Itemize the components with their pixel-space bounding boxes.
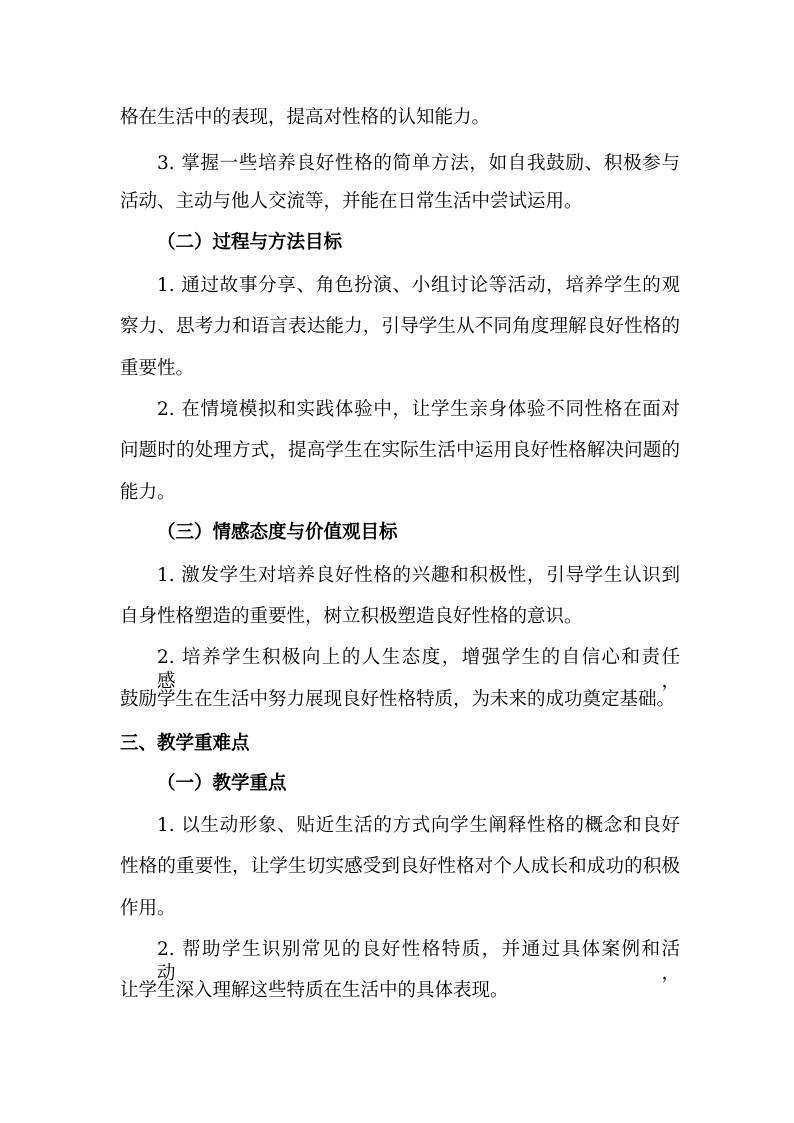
key-point-1-line-1: 1. 以生动形象、贴近生活的方式向学生阐释性格的概念和良好 (157, 815, 680, 836)
section-heading-emotion-values: （三）情感态度与价值观目标 (157, 522, 398, 543)
key-point-2-line-2: 让学生深入理解这些特质在生活中的具体表现。 (120, 980, 509, 1001)
emotion-goal-2-line-1: 2. 培养学生积极向上的人生态度，增强学生的自信心和责任感， (157, 647, 680, 692)
emotion-goal-1-line-2: 自身性格塑造的重要性，树立积极塑造良好性格的意识。 (120, 606, 583, 627)
process-goal-1-line-3: 重要性。 (120, 358, 195, 379)
key-point-1-line-2: 性格的重要性，让学生切实感受到良好性格对个人成长和成功的积极 (120, 856, 680, 877)
key-point-1-line-3: 作用。 (120, 898, 176, 919)
process-goal-2-line-1: 2. 在情境模拟和实践体验中，让学生亲身体验不同性格在面对 (157, 399, 680, 420)
knowledge-goal-3-line-1: 3. 掌握一些培养良好性格的简单方法，如自我鼓励、积极参与 (157, 153, 680, 174)
section-heading-key-difficult-points: 三、教学重难点 (120, 733, 250, 754)
key-point-2-line-1: 2. 帮助学生识别常见的良好性格特质，并通过具体案例和活动， (157, 939, 680, 984)
subsection-heading-key-points: （一）教学重点 (157, 773, 287, 794)
process-goal-2-line-2: 问题时的处理方式，提高学生在实际生活中运用良好性格解决问题的 (120, 440, 680, 461)
paragraph-continuation-line: 格在生活中的表现，提高对性格的认知能力。 (120, 107, 491, 128)
emotion-goal-1-line-1: 1. 激发学生对培养良好性格的兴趣和积极性，引导学生认识到 (157, 565, 680, 586)
section-heading-process-method: （二）过程与方法目标 (157, 232, 343, 253)
process-goal-1-line-1: 1. 通过故事分享、角色扮演、小组讨论等活动，培养学生的观 (157, 275, 680, 296)
knowledge-goal-3-line-2: 活动、主动与他人交流等，并能在日常生活中尝试运用。 (120, 191, 583, 212)
process-goal-1-line-2: 察力、思考力和语言表达能力，引导学生从不同角度理解良好性格的 (120, 316, 680, 337)
process-goal-2-line-3: 能力。 (120, 482, 176, 503)
emotion-goal-2-line-2: 鼓励学生在生活中努力展现良好性格特质，为未来的成功奠定基础。 (120, 689, 676, 710)
